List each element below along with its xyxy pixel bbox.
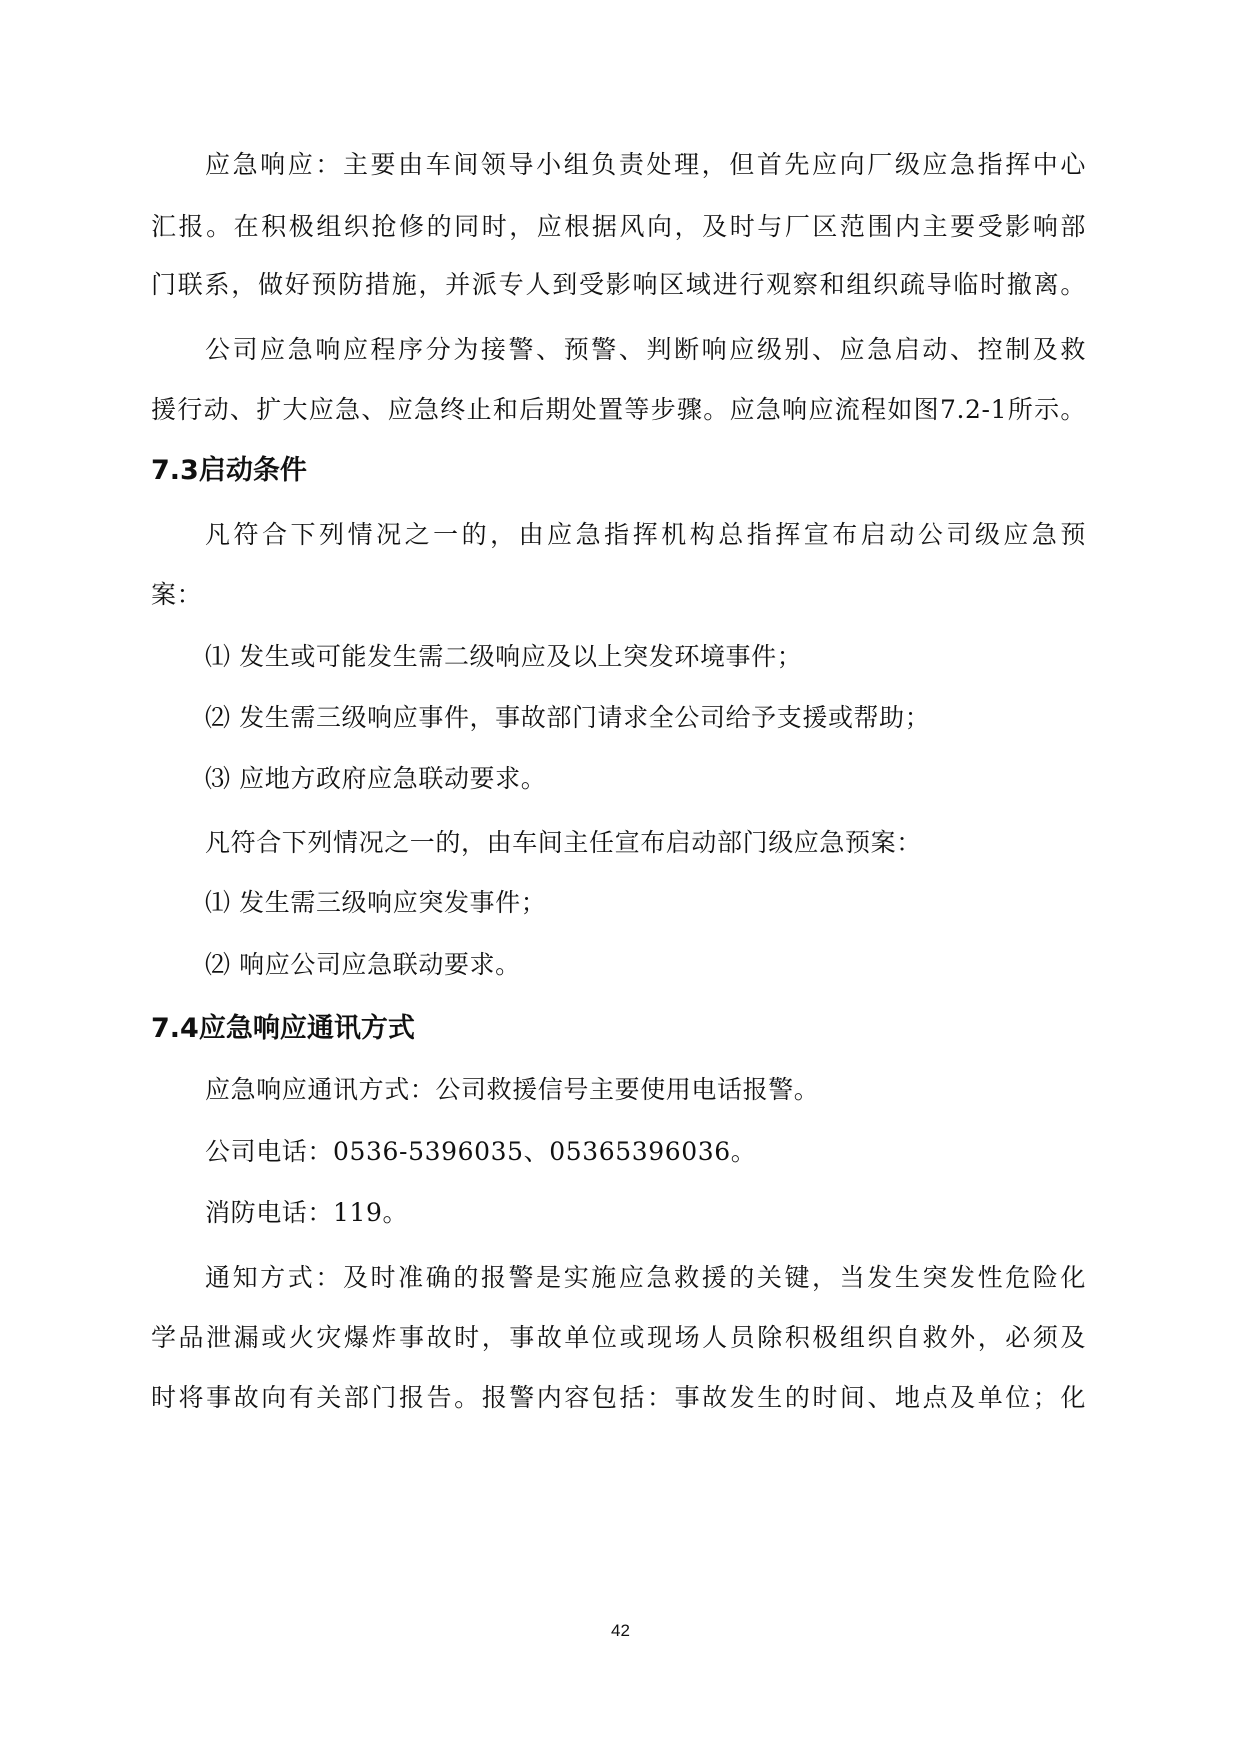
list-item: ⑵ 响应公司应急联动要求。: [205, 950, 521, 979]
paragraph-line: 凡符合下列情况之一的，由应急指挥机构总指挥宣布启动公司级应急预: [205, 520, 1086, 549]
paragraph-line: 公司应急响应程序分为接警、预警、判断响应级别、应急启动、控制及救: [205, 335, 1086, 364]
paragraph-line: 学品泄漏或火灾爆炸事故时，事故单位或现场人员除积极组织自救外，必须及: [151, 1323, 1086, 1352]
list-item: ⑴ 发生或可能发生需二级响应及以上突发环境事件；: [205, 642, 803, 671]
paragraph-line: 援行动、扩大应急、应急终止和后期处置等步骤。应急响应流程如图7.2-1所示。: [151, 395, 1086, 424]
section-heading-7-4: 7.4应急响应通讯方式: [151, 1013, 415, 1044]
paragraph-line: 应急响应：主要由车间领导小组负责处理，但首先应向厂级应急指挥中心: [205, 150, 1086, 179]
paragraph-line: 通知方式：及时准确的报警是实施应急救援的关键，当发生突发性危险化: [205, 1263, 1086, 1292]
list-item: ⑴ 发生需三级响应突发事件；: [205, 888, 547, 917]
paragraph-line: 应急响应通讯方式：公司救援信号主要使用电话报警。: [205, 1075, 820, 1104]
list-item: ⑵ 发生需三级响应事件，事故部门请求全公司给予支援或帮助；: [205, 703, 931, 732]
paragraph-line: 门联系，做好预防措施，并派专人到受影响区域进行观察和组织疏导临时撤离。: [151, 270, 1086, 299]
page-number: 42: [611, 1621, 630, 1640]
list-item: ⑶ 应地方政府应急联动要求。: [205, 764, 547, 793]
paragraph-line: 凡符合下列情况之一的，由车间主任宣布启动部门级应急预案：: [205, 828, 922, 857]
paragraph-line: 消防电话：119。: [205, 1198, 409, 1227]
paragraph-line: 公司电话：0536-5396035、05365396036。: [205, 1137, 757, 1166]
paragraph-line: 汇报。在积极组织抢修的同时，应根据风向，及时与厂区范围内主要受影响部: [151, 212, 1086, 241]
section-heading-7-3: 7.3启动条件: [151, 455, 307, 486]
paragraph-line: 案：: [151, 580, 203, 609]
paragraph-line: 时将事故向有关部门报告。报警内容包括：事故发生的时间、地点及单位；化: [151, 1383, 1086, 1412]
